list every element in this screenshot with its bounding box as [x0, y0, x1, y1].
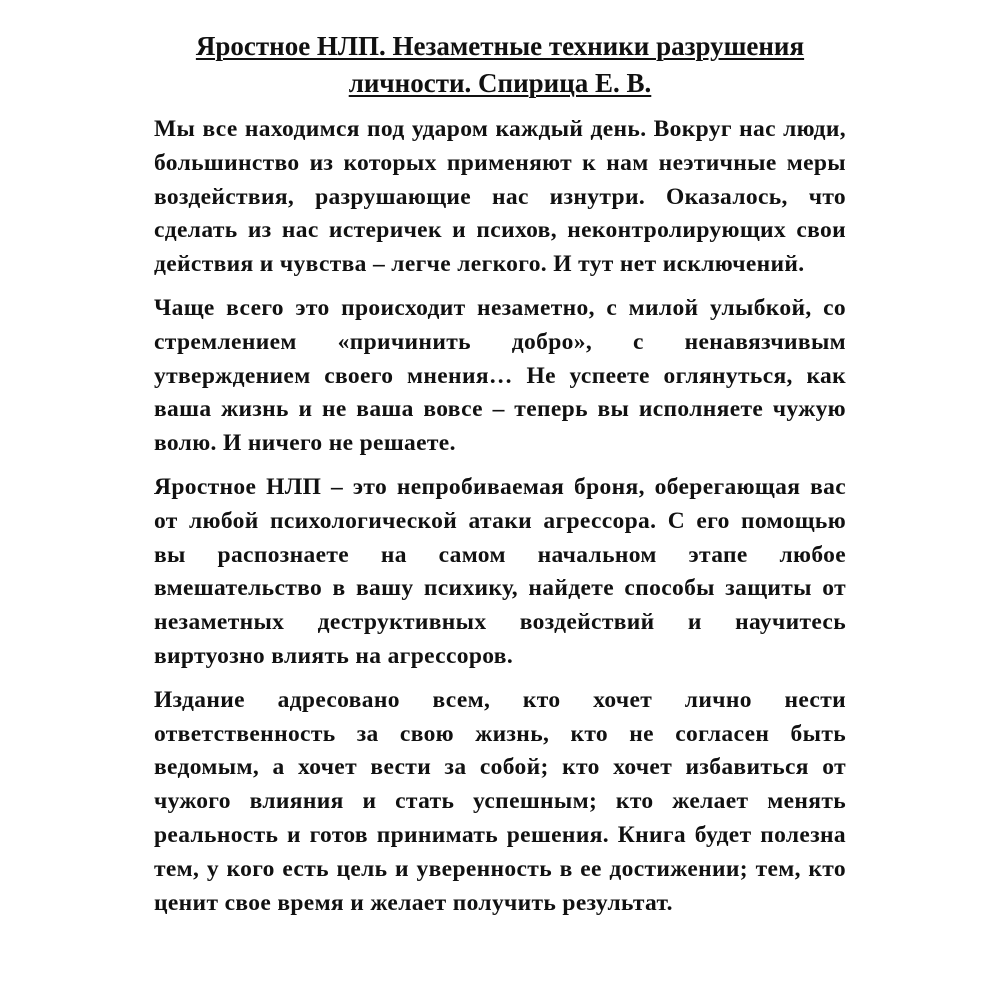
paragraph-manipulation: Чаще всего это происходит незаметно, с милой улыбкой, со стремлением «причинить добро», с ненавязчивым утверждением своего мнения… Не успеете оглянуться, как ваша жизнь и не ваша вовсе – теперь вы исполняете чужую волю. И ничего не решаете. — [154, 294, 846, 457]
document-title: Яростное НЛП. Незаметные техники разрушения личности. Спирица Е. В. — [195, 31, 805, 98]
paragraph-armor: Яростное НЛП – это непробиваемая броня, оберегающая вас от любой психологической атаки агрессора. С его помощью вы распознаете на самом начальном этапе любое вмешательство в вашу психику, найдете способы защиты от незаметных деструктивных воздействий и научитесь виртуозно влиять на агрессоров. — [154, 473, 846, 669]
paragraph-audience: Издание адресовано всем, кто хочет лично нести ответственность за свою жизнь, кто не согласен быть ведомым, а хочет вести за собой; кто хочет избавиться от чужого влияния и стать успешным; кто желает менять реальность и готов принимать решения. Книга будет полезна тем, у кого есть цель и уверенность в ее достижении; тем, кто ценит свое время и желает получить результат. — [154, 686, 846, 916]
paragraph-intro: Мы все находимся под ударом каждый день. Вокруг нас люди, большинство из которых применяют к нам неэтичные меры воздействия, разрушающие нас изнутри. Оказалось, что сделать из нас истеричек и психов, неконтролирующих свои действия и чувства – легче легкого. И тут нет исключений. — [154, 116, 846, 278]
document-body — [154, 113, 846, 920]
